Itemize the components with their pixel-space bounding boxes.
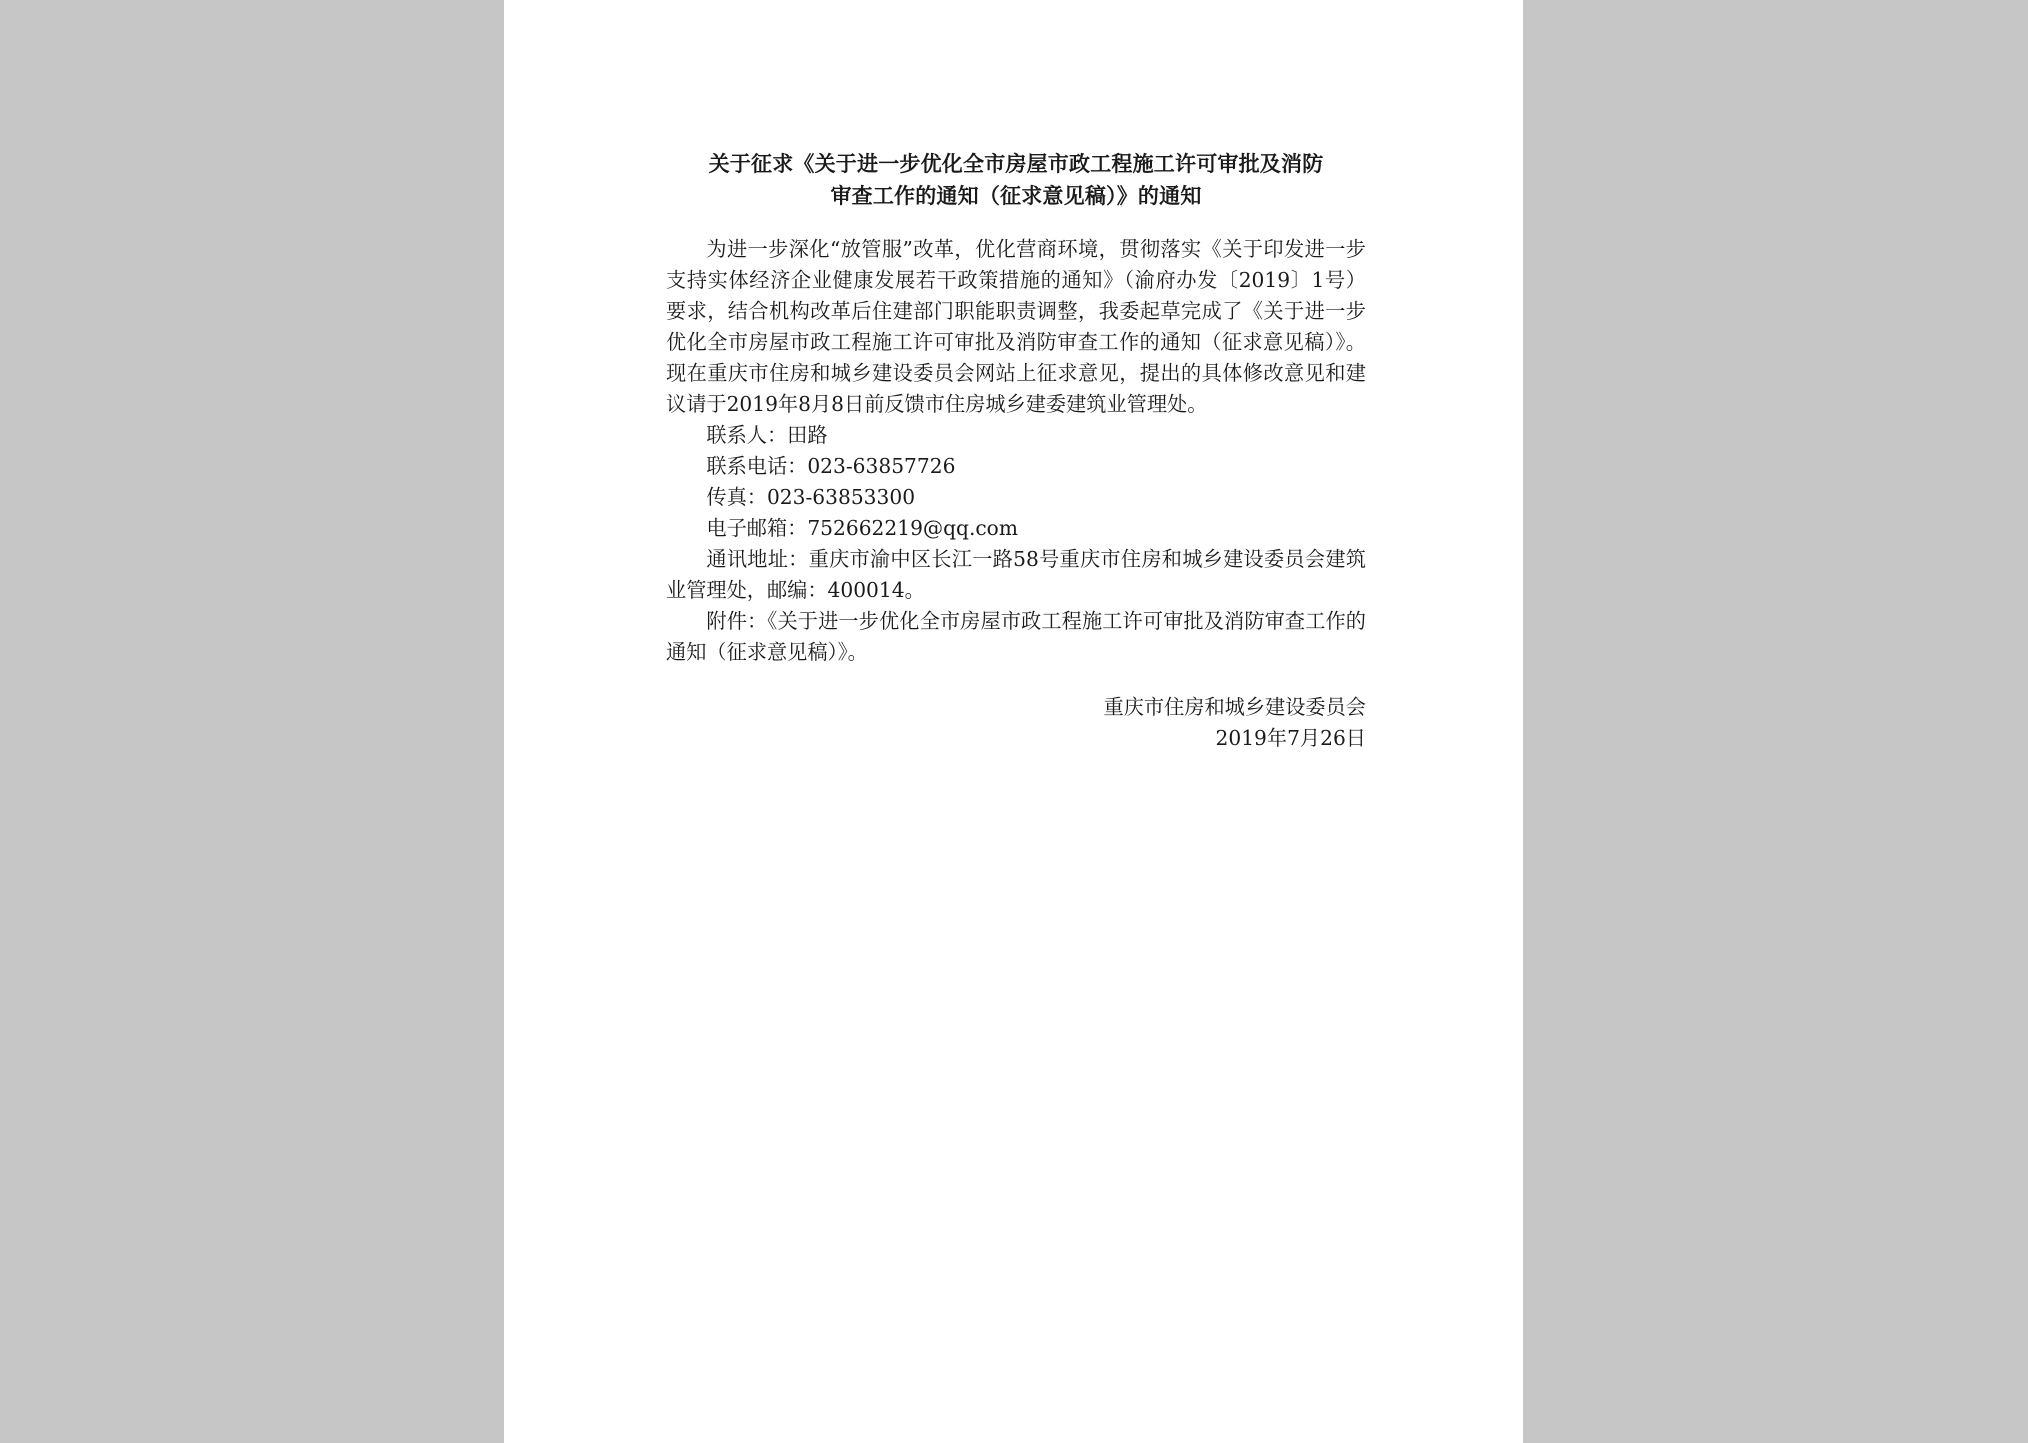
document-page xyxy=(504,0,1523,1443)
page-content xyxy=(666,148,1366,754)
contact-fax: 传真：023-63853300 xyxy=(706,485,916,509)
signature-block xyxy=(666,692,1366,754)
attachment-note: 附件：《关于进一步优化全市房屋市政工程施工许可审批及消防审查工作的通知（征求意见稿）》。 xyxy=(666,609,1366,664)
contact-email: 电子邮箱：752662219@qq.com xyxy=(706,516,1018,540)
signature-date: 2019年7月26日 xyxy=(1215,726,1366,750)
mailing-address: 通讯地址：重庆市渝中区长江一路58号重庆市住房和城乡建设委员会建筑业管理处，邮编：400014。 xyxy=(666,547,1366,602)
document-body xyxy=(666,234,1366,668)
title-line-2: 审查工作的通知（征求意见稿）》的通知 xyxy=(830,184,1202,208)
signature-organization: 重庆市住房和城乡建设委员会 xyxy=(1103,695,1366,719)
contact-phone: 联系电话：023-63857726 xyxy=(706,454,956,478)
title-line-1: 关于征求《关于进一步优化全市房屋市政工程施工许可审批及消防 xyxy=(708,152,1324,176)
intro-paragraph: 为进一步深化“放管服”改革，优化营商环境，贯彻落实《关于印发进一步支持实体经济企业健康发展若干政策措施的通知》（渝府办发〔2019〕1号）要求，结合机构改革后住建部门职能职责调整，我委起草完成了《关于进一步优化全市房屋市政工程施工许可审批及消防审查工作的通知（征求意见稿）》。现在重庆市住房和城乡建设委员会网站上征求意见，提出的具体修改意见和建议请于2019年8月8日前反馈市住房城乡建委建筑业管理处。 xyxy=(666,237,1366,416)
contact-person: 联系人：田路 xyxy=(706,423,828,447)
document-title xyxy=(666,148,1366,212)
